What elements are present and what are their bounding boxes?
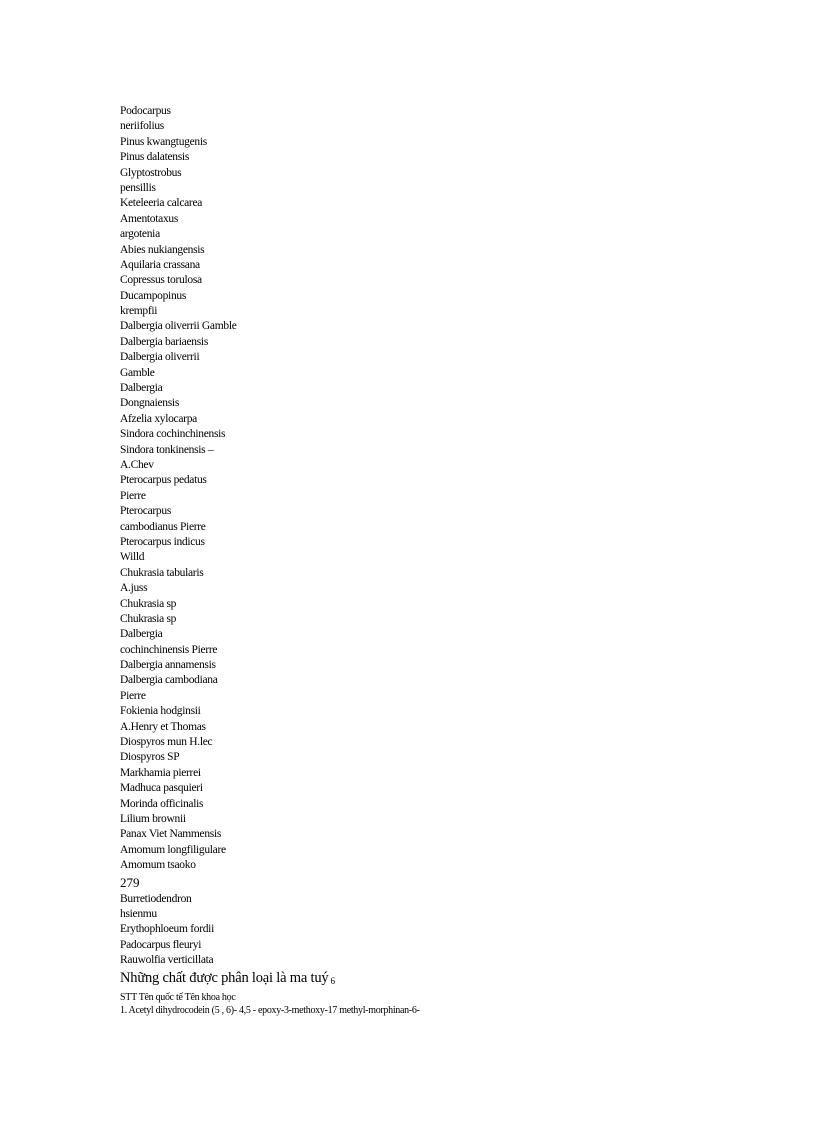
species-list xyxy=(120,104,780,874)
text-column xyxy=(120,104,780,1017)
species-line: neriifolius xyxy=(120,120,164,133)
species-line: Pinus dalatensis xyxy=(120,151,189,164)
species-line: Ducampopinus xyxy=(120,289,187,302)
species-line: Lilium brownii xyxy=(120,812,186,825)
species-line: Aquilaria crassana xyxy=(120,258,200,271)
species-line: A.Henry et Thomas xyxy=(120,720,206,733)
species-line: Markhamia pierrei xyxy=(120,766,201,779)
species-line: Dalbergia cambodiana xyxy=(120,674,218,687)
species-line: Dalbergia xyxy=(120,628,163,641)
species-line: Podocarpus xyxy=(120,105,171,117)
species-line: Morinda officinalis xyxy=(120,797,204,810)
species-line: krempfii xyxy=(120,305,158,318)
species-line: Dongnaiensis xyxy=(120,397,180,410)
species-line: Sindora cochinchinensis xyxy=(120,428,226,441)
species-line: Keteleeria calcarea xyxy=(120,197,203,210)
species-line: A.juss xyxy=(120,582,148,595)
heading-marker: 6 xyxy=(330,976,335,987)
species-line: Pierre xyxy=(120,489,146,502)
species-line: Diospyros SP xyxy=(120,751,180,764)
section-heading xyxy=(120,968,780,991)
species-line: Chukrasia tabularis xyxy=(120,566,204,579)
species-line: A.Chev xyxy=(120,458,154,471)
heading-text: Những chất được phân loại là ma tuý xyxy=(120,970,329,987)
species-line: Fokienia hodginsii xyxy=(120,705,201,718)
table-header: STT Tên quốc tế Tên khoa học xyxy=(120,992,236,1004)
species-line: cochinchinensis Pierre xyxy=(120,643,218,656)
species-line: Afzelia xylocarpa xyxy=(120,412,197,425)
species-line: cambodianus Pierre xyxy=(120,520,206,533)
species-line: Madhuca pasquieri xyxy=(120,782,203,795)
species-line: Pterocarpus indicus xyxy=(120,535,205,548)
species-line: Dalbergia xyxy=(120,382,163,395)
species-line: Copressus torulosa xyxy=(120,274,202,287)
species-line: hsienmu xyxy=(120,907,157,920)
species-line: Amomum longfiligulare xyxy=(120,843,226,856)
species-line: Dalbergia annamensis xyxy=(120,659,216,672)
species-line: Glyptostrobus xyxy=(120,166,182,179)
species-line: Abies nukiangensis xyxy=(120,243,205,256)
species-line: Chukrasia sp xyxy=(120,597,177,610)
species-line: Dalbergia oliverrii Gamble xyxy=(120,320,237,333)
species-line: Willd xyxy=(120,551,145,564)
species-line: Rauwolfia verticillata xyxy=(120,954,214,967)
species-line: Dalbergia bariaensis xyxy=(120,335,208,348)
species-line: Pterocarpus pedatus xyxy=(120,474,207,487)
page-number: 279 xyxy=(120,874,140,890)
species-line: Pierre xyxy=(120,689,146,702)
species-line: Pinus kwangtugenis xyxy=(120,135,207,148)
species-line: Padocarpus fleuryi xyxy=(120,938,202,951)
table-row: 1. Acetyl dihydrocodein (5 , 6)- 4,5 - epoxy-3-methoxy-17 methyl-morphinan-6- xyxy=(120,1005,420,1017)
species-line: pensillis xyxy=(120,181,156,194)
species-line: argotenia xyxy=(120,228,160,241)
species-line: Burretiodendron xyxy=(120,892,192,905)
species-line: Amomum tsaoko xyxy=(120,859,196,872)
species-list-continued xyxy=(120,892,780,969)
species-line: Pterocarpus xyxy=(120,505,171,518)
species-line: Gamble xyxy=(120,366,155,379)
species-line: Dalbergia oliverrii xyxy=(120,351,200,364)
species-line: Sindora tonkinensis – xyxy=(120,443,214,456)
species-line: Amentotaxus xyxy=(120,212,179,225)
species-line: Diospyros mun H.lec xyxy=(120,736,213,749)
species-line: Panax Viet Nammensis xyxy=(120,828,222,841)
species-line: Erythophloeum fordii xyxy=(120,923,214,936)
species-line: Chukrasia sp xyxy=(120,612,177,625)
